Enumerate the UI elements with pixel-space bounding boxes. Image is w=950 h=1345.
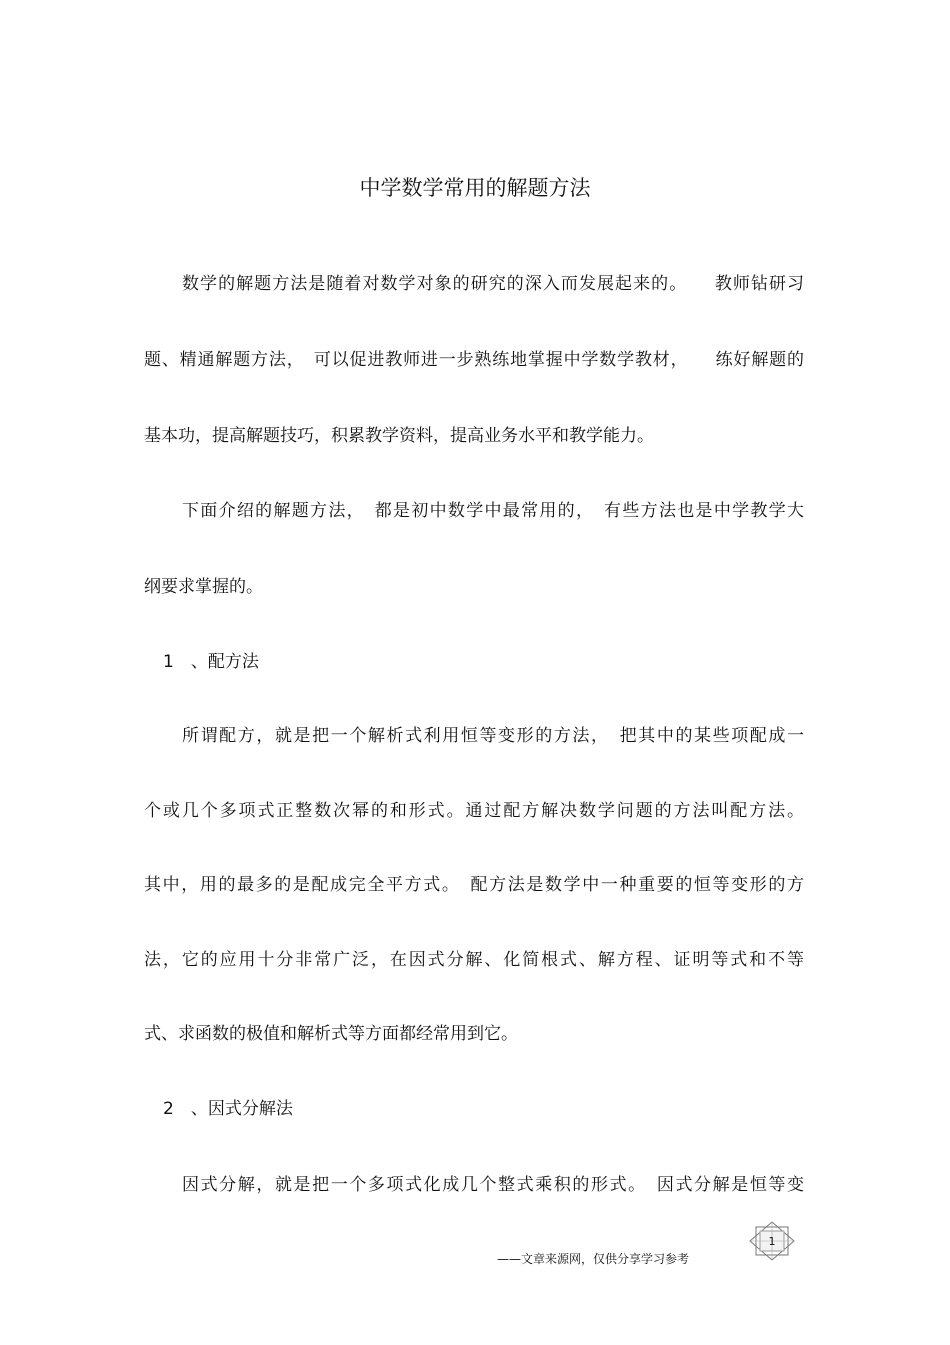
paragraph-line: 式、求函数的极值和解析式等方面都经常用到它。 bbox=[144, 1024, 518, 1044]
paragraph-line: 下面介绍的解题方法， 都是初中数学中最常用的， 有些方法也是中学教学大 bbox=[182, 501, 804, 521]
paragraph-line: 题、精通解题方法， 可以促进教师进一步熟练地掌握中学数学教材， 练好解题的 bbox=[144, 350, 804, 370]
section-heading: 2 、因式分解法 bbox=[163, 1099, 293, 1119]
section-heading: 1 、配方法 bbox=[163, 652, 259, 672]
paragraph-line: 其中，用的最多的是配成完全平方式。 配方法是数学中一种重要的恒等变形的方 bbox=[144, 875, 804, 895]
page-number: 1 bbox=[768, 1235, 776, 1248]
paragraph-line: 所谓配方，就是把一个解析式利用恒等变形的方法， 把其中的某些项配成一 bbox=[182, 726, 804, 746]
paragraph-line: 法，它的应用十分非常广泛，在因式分解、化简根式、解方程、证明等式和不等 bbox=[144, 950, 804, 970]
paragraph-line: 因式分解，就是把一个多项式化成几个整式乘积的形式。 因式分解是恒等变 bbox=[182, 1175, 804, 1195]
footer-source-note: ——文章来源网，仅供分享学习参考 bbox=[497, 1252, 690, 1266]
document-title: 中学数学常用的解题方法 bbox=[359, 176, 591, 200]
paragraph-line: 纲要求掌握的。 bbox=[144, 577, 263, 597]
paragraph-line: 个或几个多项式正整数次幂的和形式。通过配方解决数学问题的方法叫配方法。 bbox=[144, 801, 804, 821]
paragraph-line: 基本功，提高解题技巧，积累教学资料，提高业务水平和教学能力。 bbox=[144, 426, 654, 446]
paragraph-line: 数学的解题方法是随着对数学对象的研究的深入而发展起来的。 教师钻研习 bbox=[182, 274, 804, 294]
